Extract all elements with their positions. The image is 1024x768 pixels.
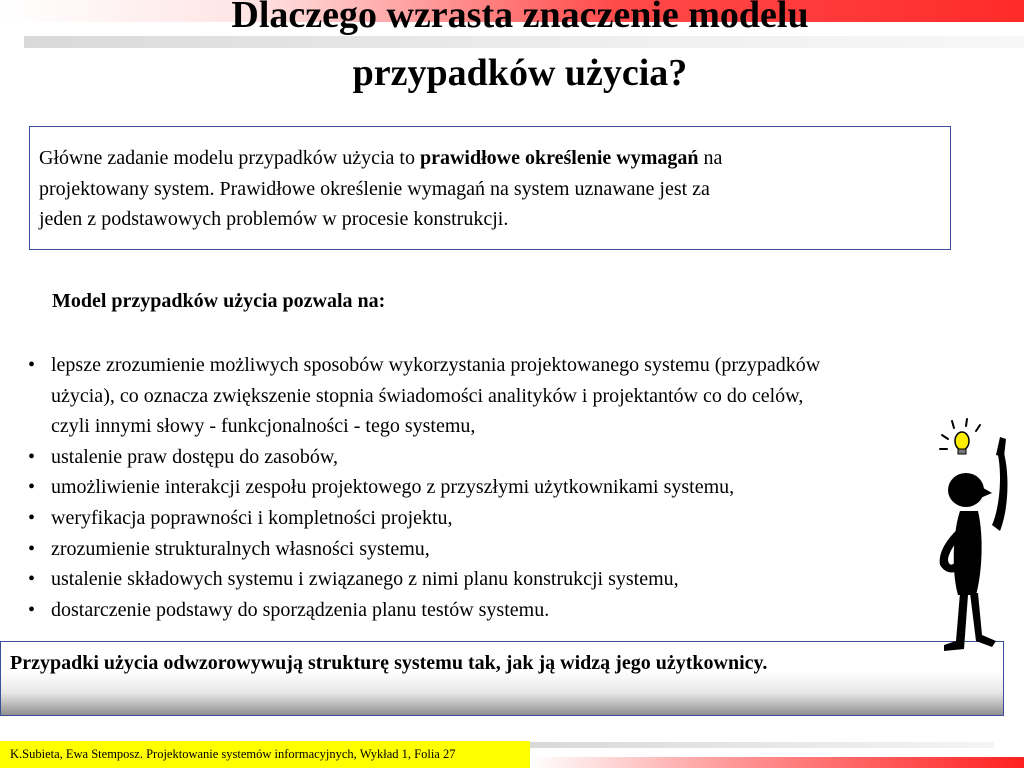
bullet-line: ustalenie praw dostępu do zasobów,: [51, 445, 338, 468]
bullet-item: [28, 503, 1024, 534]
bullet-line: użycia), co oznacza zwiększenie stopnia świadomości analityków i projektantów co do celów,: [51, 384, 804, 407]
footer-red-stripe: [530, 757, 1024, 768]
bullet-dot: •: [28, 354, 36, 376]
lightbulb-icon: [955, 432, 969, 454]
bullet-item: [28, 564, 1024, 595]
footer-credit: K.Subieta, Ewa Stemposz. Projektowanie systemów informacyjnych, Wykład 1, Folia 27: [0, 741, 530, 768]
bullet-list: [28, 350, 1024, 625]
bullet-line: czyli innymi słowy - funkcjonalności - tego systemu,: [51, 415, 476, 438]
bullet-line: dostarczenie podstawy do sporządzenia planu testów systemu.: [51, 598, 550, 621]
bullet-line: weryfikacja poprawności i kompletności projektu,: [51, 506, 453, 529]
intro-line-3: jeden z podstawowych problemów w procesie konstrukcji.: [39, 208, 509, 230]
bullet-dot: •: [28, 598, 36, 621]
bullet-item: [28, 595, 1024, 626]
bullet-dot: •: [28, 476, 36, 499]
bullet-line: ustalenie składowych systemu i związanego z nimi planu konstrukcji systemu,: [51, 568, 679, 591]
intro-box: [29, 126, 951, 250]
slide-title: [100, 0, 940, 95]
footer-grey-stripe: [530, 742, 994, 748]
summary-box: [0, 641, 1004, 716]
bullet-line: lepsze zrozumienie możliwych sposobów wykorzystania projektowanego systemu (przypadków: [51, 354, 821, 376]
intro-line-1: [39, 141, 940, 175]
bullet-item: [28, 534, 1024, 565]
bullet-dot: •: [28, 568, 36, 591]
thinking-figure-icon: [922, 415, 1022, 655]
bullet-dot: •: [28, 537, 36, 560]
intro-bold-text: prawidłowe określenie wymagań: [419, 147, 699, 169]
bullet-item: [28, 350, 1024, 442]
intro-line-2: projektowany system. Prawidłowe określenie wymagań na system uznawane jest za: [39, 178, 710, 200]
bullet-line: zrozumienie strukturalnych własności systemu,: [51, 537, 430, 560]
summary-text: Przypadki użycia odwzorowywują strukturę systemu tak, jak ją widzą jego użytkownicy.: [10, 652, 768, 674]
intro-text-2: na: [698, 147, 723, 169]
bullet-line: umożliwienie interakcji zespołu projektowego z przyszłymi użytkownikami systemu,: [51, 476, 735, 499]
title-line-2: przypadków użycia?: [352, 52, 688, 94]
bullet-item: [28, 472, 1024, 503]
intro-text-1: Główne zadanie modelu przypadków użycia to: [39, 147, 420, 169]
title-line-1: Dlaczego wzrasta znaczenie modelu: [231, 0, 809, 36]
list-heading: Model przypadków użycia pozwala na:: [52, 290, 386, 312]
bullet-item: [28, 442, 1024, 473]
bullet-dot: •: [28, 506, 36, 529]
bullet-dot: •: [28, 445, 36, 468]
